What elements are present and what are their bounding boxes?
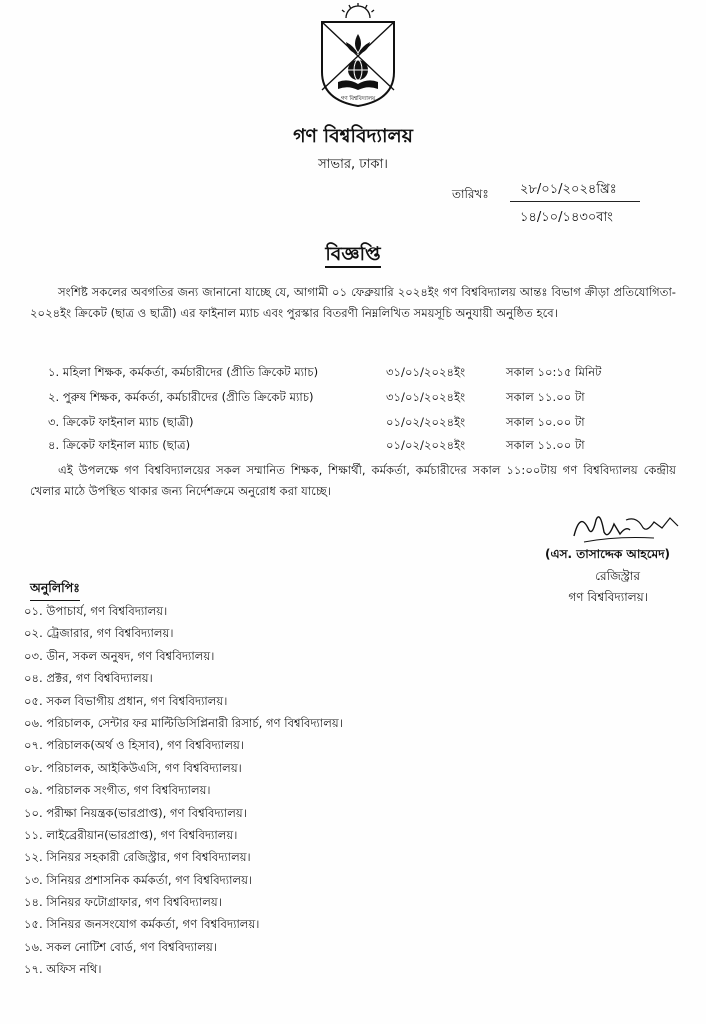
globe-icon bbox=[348, 60, 368, 80]
notice-title: বিজ্ঞপ্তি bbox=[325, 243, 380, 268]
notice-closing: এই উপলক্ষে গণ বিশ্ববিদ্যালয়ের সকল সম্মানিত শিক্ষক, শিক্ষার্থী, কর্মকর্তা, কর্মচারীদের সকাল ১১:০০টায় গণ বিশ্ববিদ্যালয় কেন্দ্রীয় খেলার মাঠে উপস্থিত থাকার জন্য নির্দেশক্রমে অনুরোধ করা যাচ্ছে। bbox=[30, 463, 676, 498]
signatory-name: (এস. তাসাদ্দেক আহমেদ) bbox=[544, 547, 670, 561]
copy-item: ১০. পরীক্ষা নিয়ন্ত্রক(ভারপ্রাপ্ত), গণ বিশ্ববিদ্যালয়। bbox=[24, 805, 247, 820]
copy-item: ০১. উপাচার্য, গণ বিশ্ববিদ্যালয়। bbox=[24, 604, 168, 618]
notice-intro: সংশিষ্ট সকলের অবগতির জন্য জানানো যাচ্ছে যে, আগামী ০১ ফেব্রুয়ারি ২০২৪ইং গণ বিশ্ববিদ্যালয় আন্তঃ বিভাগ ক্রীড়া প্রতিযোগিতা- ২০২৪ইং ক্রিকেট (ছাত্র ও ছাত্রী) এর ফাইনাল ম্যাচ এবং পুরস্কার বিতরণী নিম্নলিখিত সময়সূচি অনুযায়ী অনুষ্ঠিত হবে। bbox=[30, 285, 676, 320]
schedule-row bbox=[40, 389, 660, 409]
schedule-date: ০১/০২/২০২৪ইং bbox=[386, 438, 466, 452]
date-bengali: ১৪/১০/১৪৩০বাং bbox=[520, 210, 613, 225]
copy-item: ১৭. অফিস নথি। bbox=[24, 962, 102, 977]
schedule-desc: ৩. ক্রিকেট ফাইনাল ম্যাচ (ছাত্রী) bbox=[48, 415, 194, 429]
copy-list bbox=[24, 600, 343, 981]
logo-caption: গণ বিশ্ববিদ্যালয় bbox=[340, 96, 376, 102]
schedule-time: সকাল ১০.০০ টা bbox=[506, 415, 585, 429]
copy-item: ০৩. ডীন, সকল অনুষদ, গণ বিশ্ববিদ্যালয়। bbox=[24, 648, 215, 663]
schedule-date: ৩১/০১/২০২৪ইং bbox=[386, 365, 466, 379]
copy-item: ০৬. পরিচালক, সেন্টার ফর মাল্টিডিসিপ্লিনারী রিসার্চ, গণ বিশ্ববিদ্যালয়। bbox=[24, 715, 343, 730]
schedule-date: ০১/০২/২০২৪ইং bbox=[386, 415, 466, 429]
copy-item: ১১. লাইব্রেরীয়ান(ভারপ্রাপ্ত), গণ বিশ্ববিদ্যালয়। bbox=[24, 827, 238, 842]
date-divider bbox=[510, 201, 640, 202]
copy-item: ১২. সিনিয়র সহকারী রেজিস্ট্রার, গণ বিশ্ববিদ্যালয়। bbox=[24, 850, 251, 865]
schedule-desc: ৪. ক্রিকেট ফাইনাল ম্যাচ (ছাত্র) bbox=[48, 438, 191, 452]
copy-item: ০৯. পরিচালক সংগীত, গণ বিশ্ববিদ্যালয়। bbox=[24, 783, 211, 798]
signatory-title: রেজিস্ট্রার bbox=[595, 569, 640, 583]
copy-item: ১৪. সিনিয়র ফটোগ্রাফার, গণ বিশ্ববিদ্যালয়। bbox=[24, 895, 222, 910]
copy-item: ০৪. প্রক্টর, গণ বিশ্ববিদ্যালয়। bbox=[24, 671, 153, 686]
copy-item: ১৫. সিনিয়র জনসংযোগ কর্মকর্তা, গণ বিশ্ববিদ্যালয়। bbox=[24, 917, 260, 932]
schedule-row bbox=[40, 414, 660, 434]
schedule-row bbox=[40, 364, 660, 384]
copy-item: ০৮. পরিচালক, আইকিউএসি, গণ বিশ্ববিদ্যালয়। bbox=[24, 760, 242, 775]
schedule-desc: ১. মহিলা শিক্ষক, কর্মকর্তা, কর্মচারীদের (প্রীতি ক্রিকেট ম্যাচ) bbox=[48, 365, 319, 379]
date-gregorian: ২৮/০১/২০২৪খ্রিঃ bbox=[520, 182, 617, 197]
notice-title-wrap bbox=[0, 240, 706, 272]
date-label: তারিখঃ bbox=[452, 187, 489, 201]
copy-item: ১৬. সকল নোটিশ বোর্ড, গণ বিশ্ববিদ্যালয়। bbox=[24, 939, 217, 954]
university-address: সাভার, ঢাকা। bbox=[318, 157, 388, 172]
copy-item: ১৩. সিনিয়র প্রশাসনিক কর্মকর্তা, গণ বিশ্ববিদ্যালয়। bbox=[24, 872, 253, 887]
university-name: গণ বিশ্ববিদ্যালয় bbox=[293, 125, 413, 147]
sun-icon bbox=[342, 3, 374, 18]
copy-heading: অনুলিপিঃ bbox=[30, 580, 80, 601]
copy-item: ০৭. পরিচালক(অর্থ ও হিসাব), গণ বিশ্ববিদ্যালয়। bbox=[24, 738, 245, 753]
university-logo bbox=[316, 2, 400, 110]
schedule-time: সকাল ১১.০০ টা bbox=[506, 390, 585, 404]
signatory-organization: গণ বিশ্ববিদ্যালয়। bbox=[568, 590, 648, 604]
schedule-time: সকাল ১১.০০ টা bbox=[506, 438, 585, 452]
schedule-date: ৩১/০১/২০২৪ইং bbox=[386, 390, 466, 404]
copy-item: ০৫. সকল বিভাগীয় প্রধান, গণ বিশ্ববিদ্যালয়। bbox=[24, 693, 228, 708]
schedule-desc: ২. পুরুষ শিক্ষক, কর্মকর্তা, কর্মচারীদের (প্রীতি ক্রিকেট ম্যাচ) bbox=[48, 390, 314, 404]
schedule-row bbox=[40, 437, 660, 457]
copy-item: ০২. ট্রেজারার, গণ বিশ্ববিদ্যালয়। bbox=[24, 626, 174, 641]
signature bbox=[566, 506, 686, 550]
schedule-time: সকাল ১০:১৫ মিনিট bbox=[506, 365, 602, 379]
